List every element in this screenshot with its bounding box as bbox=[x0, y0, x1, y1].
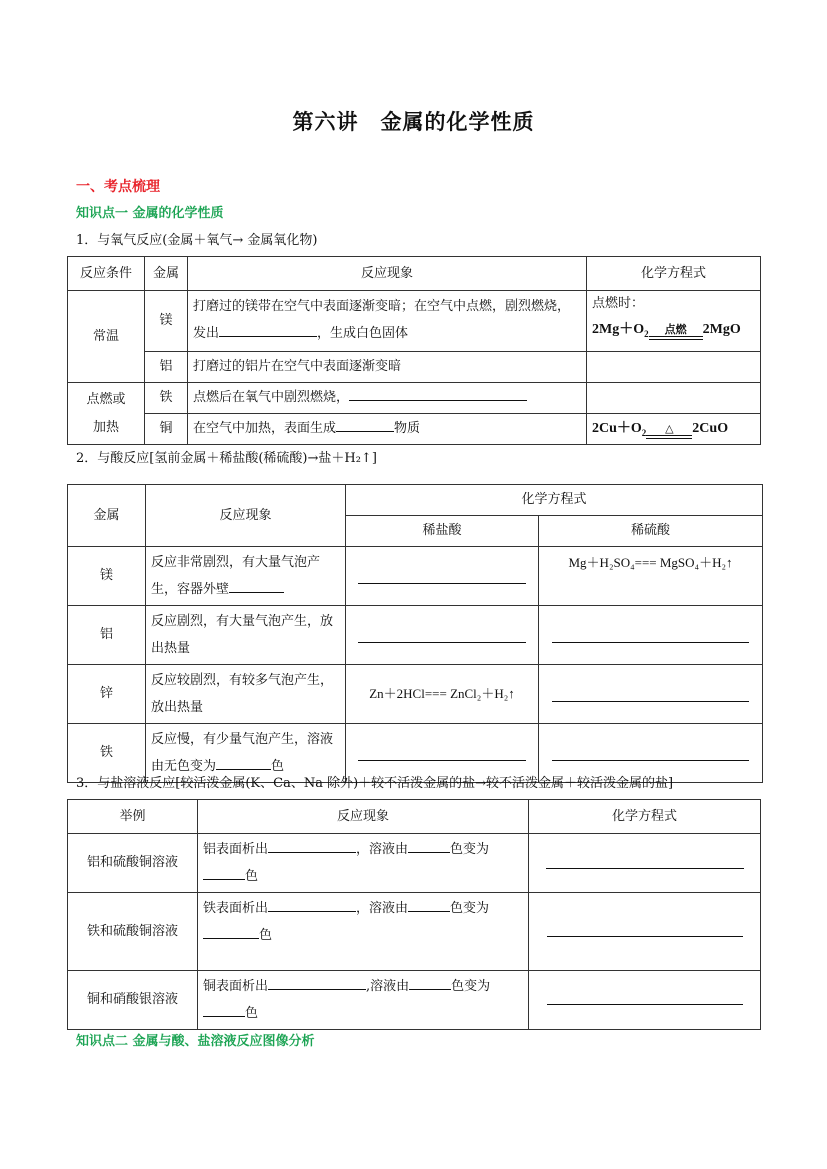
eq-right: 2CuO bbox=[692, 421, 729, 437]
example-cu-agno3: 铜和硝酸银溶液 bbox=[68, 971, 198, 1030]
blank-field[interactable] bbox=[203, 1002, 245, 1017]
blank-field[interactable] bbox=[409, 975, 451, 990]
item-3-heading: 3．与盐溶液反应[较活泼金属(K、Ca、Na 除外)＋较不活泼金属的盐→较不活泼金属＋较活泼金属的盐] bbox=[76, 776, 674, 791]
equation-cu-agno3[interactable] bbox=[529, 971, 761, 1030]
salt-reaction-table bbox=[67, 799, 761, 1030]
metal-fe: 铁 bbox=[145, 383, 188, 414]
phen-text: 色 bbox=[245, 869, 259, 884]
header-metal: 金属 bbox=[68, 485, 146, 547]
phen-text: 铝表面析出 bbox=[203, 842, 269, 857]
header-metal: 金属 bbox=[145, 257, 188, 291]
phen-text: 铜表面析出 bbox=[203, 979, 269, 994]
blank-field[interactable] bbox=[268, 838, 356, 853]
eq-sub: 2 bbox=[641, 427, 647, 438]
equation-cu bbox=[587, 414, 761, 445]
mg-equation bbox=[592, 319, 755, 345]
eq-right: 2MgO bbox=[702, 322, 741, 337]
header-phenomenon: 反应现象 bbox=[198, 800, 529, 834]
equation-al-cuso4[interactable] bbox=[529, 834, 761, 893]
phenomenon-cu-agno3 bbox=[198, 971, 529, 1030]
eq-left: 2Cu＋O bbox=[592, 421, 642, 437]
h2so4-zn[interactable] bbox=[539, 665, 763, 724]
phenomenon-fe bbox=[188, 383, 587, 414]
header-hcl: 稀盐酸 bbox=[346, 516, 539, 547]
equation-al[interactable] bbox=[587, 352, 761, 383]
blank-field[interactable] bbox=[349, 386, 527, 401]
phen-text: ，溶液由 bbox=[356, 901, 409, 916]
example-al-cuso4: 铝和硫酸铜溶液 bbox=[68, 834, 198, 893]
eq-condition: △ bbox=[665, 423, 674, 436]
header-h2so4: 稀硫酸 bbox=[539, 516, 763, 547]
phen-text: 反应慢，有少量气泡产生，溶液由无色变为 bbox=[151, 732, 334, 774]
phen-text: 色 bbox=[245, 1006, 259, 1021]
header-example: 举例 bbox=[68, 800, 198, 834]
metal-zn: 锌 bbox=[68, 665, 146, 724]
phenomenon-al: 打磨过的铝片在空气中表面逐渐变暗 bbox=[188, 352, 587, 383]
acid-reaction-table bbox=[67, 484, 763, 783]
blank-field[interactable] bbox=[203, 865, 245, 880]
equals-sign bbox=[649, 336, 703, 340]
phen-text: 色变为 bbox=[450, 901, 490, 916]
blank-field[interactable] bbox=[216, 755, 271, 770]
phen-text: 色变为 bbox=[451, 979, 491, 994]
blank-field[interactable] bbox=[229, 578, 284, 593]
eq-sub: 2 bbox=[644, 328, 649, 339]
equation-fe[interactable] bbox=[587, 383, 761, 414]
h2so4-mg: Mg＋H₂SO₄=== MgSO₄＋H₂↑ bbox=[539, 547, 763, 606]
example-fe-cuso4: 铁和硫酸铜溶液 bbox=[68, 893, 198, 971]
item-1-heading: 1．与氧气反应(金属＋氧气→ 金属氧化物) bbox=[76, 233, 318, 248]
section-heading: 一、考点梳理 bbox=[76, 179, 160, 195]
metal-mg: 镁 bbox=[68, 547, 146, 606]
knowledge-point-2: 知识点二 金属与酸、盐溶液反应图像分析 bbox=[76, 1034, 315, 1049]
h2so4-al[interactable] bbox=[539, 606, 763, 665]
phenomenon-mg bbox=[188, 291, 587, 352]
blank-field[interactable] bbox=[219, 322, 317, 337]
cu-equation bbox=[592, 420, 755, 442]
phen-text: 点燃后在氧气中剧烈燃烧， bbox=[193, 390, 350, 405]
hcl-mg[interactable] bbox=[346, 547, 539, 606]
metal-fe: 铁 bbox=[68, 724, 146, 783]
phenomenon-cu bbox=[188, 414, 587, 445]
phen-text: 色变为 bbox=[450, 842, 490, 857]
phen-text: 物质 bbox=[394, 421, 421, 436]
phen-text: 色 bbox=[259, 928, 273, 943]
blank-field[interactable] bbox=[203, 924, 259, 939]
oxygen-reaction-table bbox=[67, 256, 761, 445]
phenomenon-fe-cuso4 bbox=[198, 893, 529, 971]
equation-fe-cuso4[interactable] bbox=[529, 893, 761, 971]
knowledge-point-1: 知识点一 金属的化学性质 bbox=[76, 206, 224, 221]
hcl-al[interactable] bbox=[346, 606, 539, 665]
eq-condition: 点燃 bbox=[664, 324, 687, 336]
phen-text: 反应非常剧烈，有大量气泡产生，容器外壁 bbox=[151, 555, 321, 597]
phenomenon-al: 反应剧烈，有大量气泡产生，放出热量 bbox=[146, 606, 346, 665]
phenomenon-mg bbox=[146, 547, 346, 606]
phen-text: ，溶液由 bbox=[356, 842, 409, 857]
metal-mg: 镁 bbox=[145, 291, 188, 352]
header-condition: 反应条件 bbox=[68, 257, 145, 291]
phen-text: 在空气中加热，表面生成 bbox=[193, 421, 337, 436]
phen-text: 色 bbox=[271, 759, 285, 774]
metal-al: 铝 bbox=[68, 606, 146, 665]
condition-normal: 常温 bbox=[68, 291, 145, 383]
blank-field[interactable] bbox=[268, 897, 356, 912]
blank-field[interactable] bbox=[408, 897, 450, 912]
header-phenomenon: 反应现象 bbox=[146, 485, 346, 547]
header-equation: 化学方程式 bbox=[529, 800, 761, 834]
header-equation: 化学方程式 bbox=[346, 485, 763, 516]
phen-text: ，生成白色固体 bbox=[317, 326, 409, 341]
phen-text: ,溶液由 bbox=[366, 979, 410, 994]
equals-sign bbox=[646, 435, 692, 439]
page-title: 第六讲 金属的化学性质 bbox=[292, 109, 535, 134]
hcl-zn: Zn＋2HCl=== ZnCl₂＋H₂↑ bbox=[346, 665, 539, 724]
header-phenomenon: 反应现象 bbox=[188, 257, 587, 291]
condition-heat: 点燃或加热 bbox=[68, 383, 145, 445]
phen-text: 打磨过的镁带在空气中表面逐渐变暗；在空气中点燃，剧烈燃烧，发出 bbox=[193, 299, 571, 341]
eq-left: 2Mg＋O bbox=[592, 322, 645, 337]
item-2-heading: 2．与酸反应[氢前金属＋稀盐酸(稀硫酸)→盐＋H₂↑] bbox=[76, 451, 377, 466]
phenomenon-al-cuso4 bbox=[198, 834, 529, 893]
phenomenon-zn: 反应较剧烈，有较多气泡产生，放出热量 bbox=[146, 665, 346, 724]
phen-text: 铁表面析出 bbox=[203, 901, 269, 916]
blank-field[interactable] bbox=[336, 417, 394, 432]
equation-mg bbox=[587, 291, 761, 352]
metal-al: 铝 bbox=[145, 352, 188, 383]
metal-cu: 铜 bbox=[145, 414, 188, 445]
header-equation: 化学方程式 bbox=[587, 257, 761, 291]
eq-prefix: 点燃时： bbox=[592, 296, 645, 311]
blank-field[interactable] bbox=[408, 838, 450, 853]
blank-field[interactable] bbox=[268, 975, 366, 990]
